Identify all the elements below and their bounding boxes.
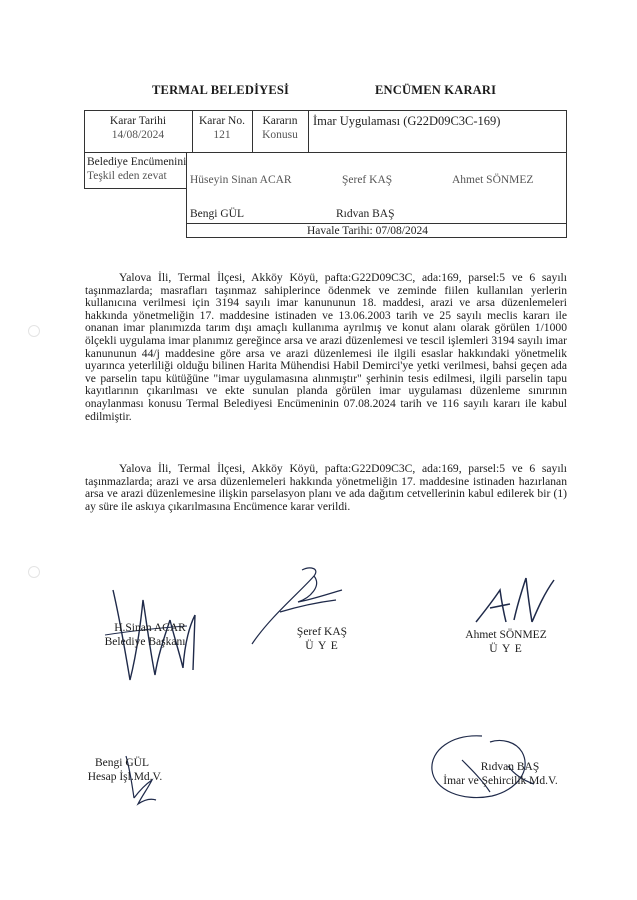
subject-value: İmar Uygulaması (G22D09C3C-169) <box>313 114 501 128</box>
signatory-title: Ü Y E <box>305 640 339 652</box>
signatory-title: Hesap İşl.Md.V. <box>87 771 163 783</box>
member-name: Şeref KAŞ <box>342 174 393 186</box>
decision-no-value: 121 <box>213 129 231 141</box>
member-name: Bengi GÜL <box>190 208 244 220</box>
signatory-title: İmar ve Şehircilik Md.V. <box>443 775 558 787</box>
decision-no-label: Karar No. <box>199 115 245 127</box>
member-name: Hüseyin Sinan ACAR <box>190 174 292 186</box>
subject-label-line1: Kararın <box>262 115 298 127</box>
signatory-title: Belediye Başkanı <box>104 636 186 648</box>
referral-date: Havale Tarihi: 07/08/2024 <box>307 225 428 237</box>
decision-date-label: Karar Tarihi <box>109 115 167 127</box>
punch-hole-mark <box>28 325 40 337</box>
decision-paragraph-2: Yalova İli, Termal İlçesi, Akköy Köyü, pafta:G22D09C3C, ada:169, parsel:5 ve 6 sayılı taşınmazlarda; arazi ve arsa düzenlemeleri hakkında yönetmeliğin 17. maddesine istinaden hazırlanan arsa ve arazi düzenlemesine ilişkin parselasyon planı ve ada dağıtım cetvellerinin kabul edilerek bir (1) ay süre ile askıya çıkarılmasına Encümence karar verildi. <box>85 462 567 513</box>
signatory-name: Şeref KAŞ <box>296 626 348 638</box>
decision-date-value: 14/08/2024 <box>111 129 165 141</box>
member-name: Ahmet SÖNMEZ <box>452 174 534 186</box>
member-name: Rıdvan BAŞ <box>336 208 395 220</box>
committee-label-line1: Belediye Encümenini <box>87 156 187 168</box>
signatory-name: Rıdvan BAŞ <box>480 761 540 773</box>
punch-hole-mark <box>28 566 40 578</box>
subject-label-line2: Konusu <box>262 129 298 141</box>
decision-type-title: ENCÜMEN KARARI <box>375 83 497 97</box>
handwritten-signature <box>470 572 560 632</box>
signatory-name: Bengi GÜL <box>95 757 149 769</box>
signatory-name: Ahmet SÖNMEZ <box>465 629 547 641</box>
signatory-name: H.Sinan ACAR <box>114 622 186 634</box>
committee-label-line2: Teşkil eden zevat <box>87 170 167 182</box>
municipality-title: TERMAL BELEDİYESİ <box>152 83 290 97</box>
decision-paragraph-1: Yalova İli, Termal İlçesi, Akköy Köyü, pafta:G22D09C3C, ada:169, parsel:5 ve 6 sayılı taşınmazlarda; masrafları taşınmaz sahiplerince ödenmek ve zeminde fiilen kullanılan yerlerin kullanıcına verilmesi için 3194 sayılı imar kanununun 18. maddesi, arazi ve arsa düzenlemeleri hakkında yönetmeliğin 17. maddesine istinaden ve 13.06.2003 tarih ve 25 sayılı meclis kararı ile onanan imar planımızda tarım dışı amaçlı kullanıma ayrılmış ve konut alanı olarak görülen 1/1000 ölçekli uygulama imar planımız gereğince arsa ve arazi düzenlemesi ve tescil işlemleri 3194 sayılı imar kanununun 44/j maddesine göre arsa ve arazi düzenlemesi ile ilgili esaslar hakkındaki yönetmelik uyarınca yeterliliği olduğu bilinen Harita Mühendisi Habil Demirci'ye yetki verilmesi, bahsi geçen ada ve parselin tapu kütüğüne "imar uygulamasına alınmıştır" şerhinin tesis edilmesi, ilgili parselin tapu kayıtlarının çıkarılması ve ekte sunulan planda görülen imar uygulaması düzenleme sınırının onaylanması konusu Termal Belediyesi Encümeninin 07.08.2024 tarih ve 116 sayılı kararı ile kabul edilmiştir. <box>85 271 567 423</box>
signatory-title: Ü Y E <box>489 643 523 655</box>
